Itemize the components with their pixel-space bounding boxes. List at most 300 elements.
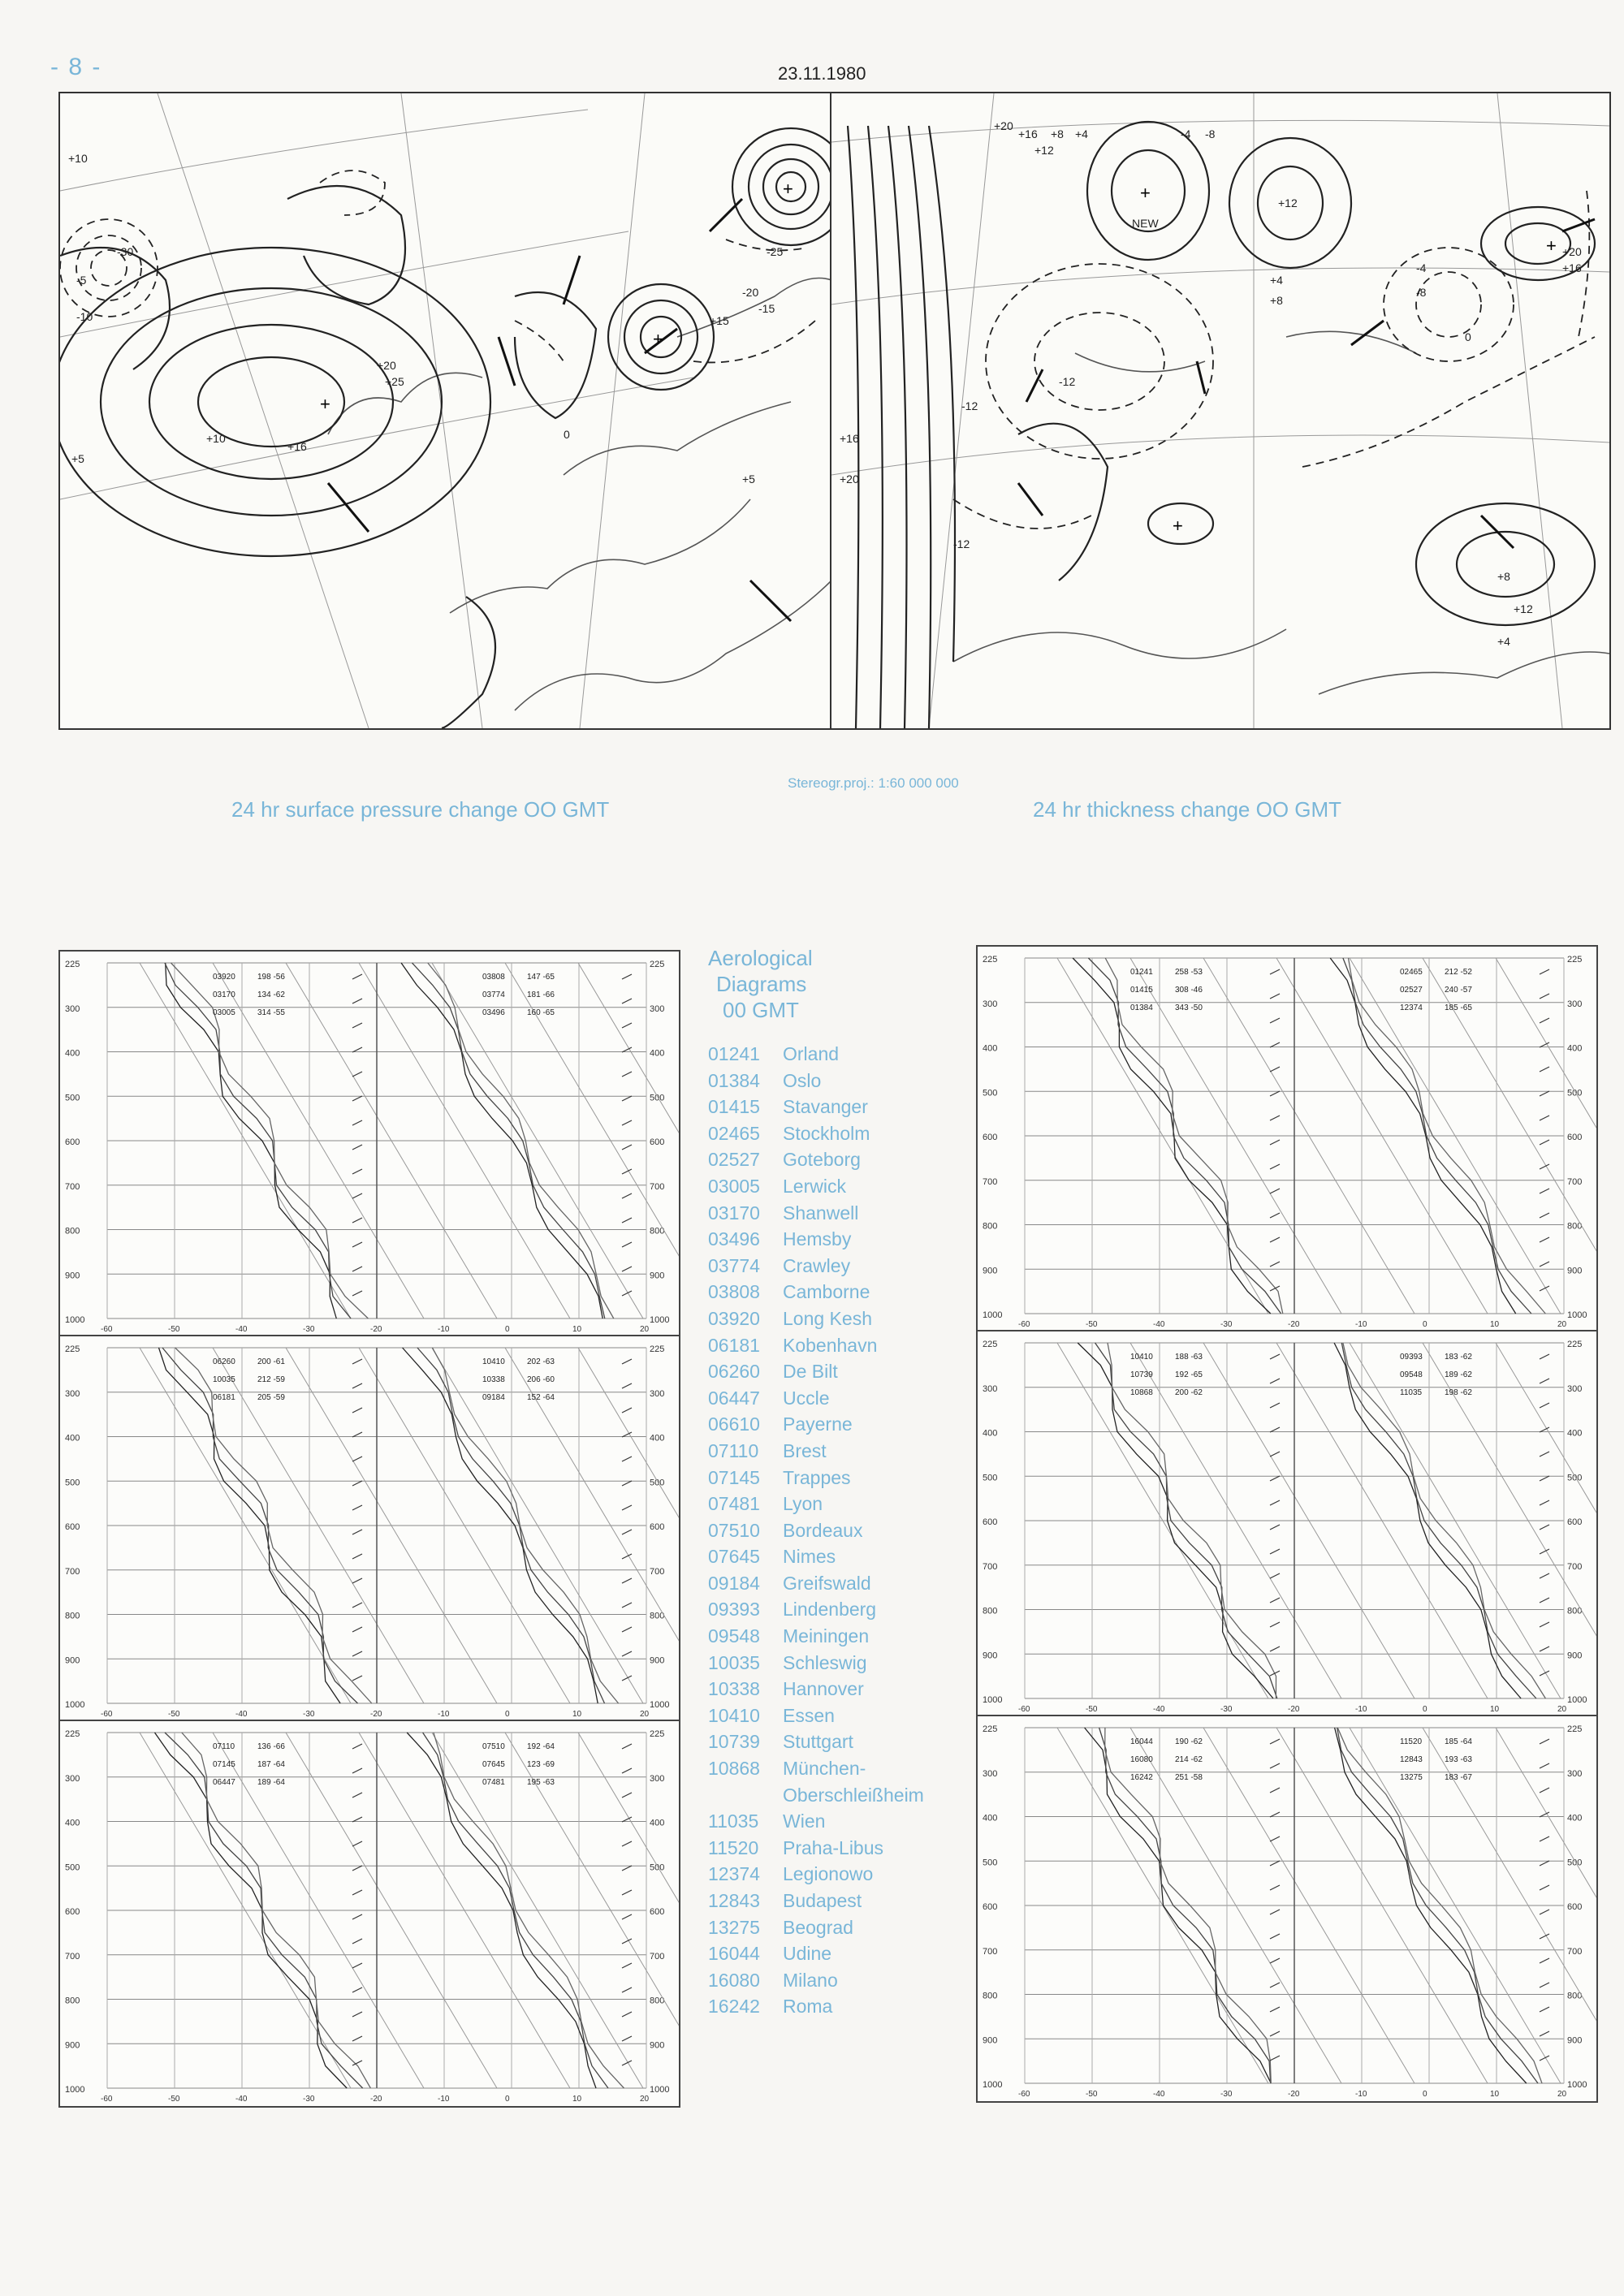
pressure-level-label: 400 [650,1048,665,1059]
svg-text:-4: -4 [1416,261,1427,274]
pressure-level-label: 900 [650,2040,665,2051]
station-code: 07110 [708,1439,759,1461]
temperature-tick-label: 10 [1490,2090,1500,2099]
pressure-level-label: 400 [983,1813,998,1823]
diagram-tropopause-value: 212 -59 [257,1375,285,1384]
svg-text:+8: +8 [1051,127,1064,140]
station-row [708,1120,976,1147]
pressure-level-label: 800 [983,1606,998,1616]
station-row [708,1465,976,1491]
temperature-tick-label: -10 [438,1710,450,1719]
station-row [708,1146,976,1173]
station-name: Oberschleißheim [783,1784,924,1806]
pressure-level-label: 1000 [65,2085,85,2095]
station-row [708,1041,976,1068]
diagram-tropopause-value: 193 -63 [1445,1755,1472,1764]
page-number: - 8 - [50,54,102,80]
diagram-tropopause-value: 198 -56 [257,973,285,982]
station-row [708,1068,976,1094]
diagram-tropopause-value: 152 -64 [527,1393,555,1402]
pressure-level-label: 900 [983,1651,998,1661]
station-row [708,1728,976,1755]
temperature-tick-label: 0 [505,1325,510,1334]
station-code: 01415 [708,1096,760,1118]
station-row [708,1358,976,1385]
svg-text:-8: -8 [1416,286,1427,299]
pressure-level-label: 700 [1567,1561,1583,1572]
pressure-level-label: 500 [1567,1088,1583,1098]
station-name: Brest [783,1439,827,1461]
pressure-level-label: 700 [65,1181,80,1192]
diagram-station-code: 02465 [1400,968,1423,977]
svg-text:+: + [1546,235,1557,256]
diagram-station-code: 10739 [1130,1370,1153,1379]
diagram-svg [60,952,679,1336]
pressure-level-label: 900 [983,1266,998,1276]
diagram-tropopause-value: 214 -62 [1175,1755,1203,1764]
station-row [708,1438,976,1465]
temperature-tick-label: 0 [1423,1705,1427,1714]
diagram-tropopause-value: 212 -52 [1445,968,1472,977]
diagram-tropopause-value: 202 -63 [527,1357,555,1366]
aerological-diagram-5 [976,1330,1598,1718]
temperature-tick-label: -10 [1355,1705,1367,1714]
svg-text:+: + [653,329,663,349]
pressure-level-label: 1000 [983,1310,1003,1320]
pressure-level-label: 600 [65,1522,80,1532]
temperature-tick-label: 0 [505,2095,510,2104]
temperature-tick-label: 10 [572,1325,582,1334]
svg-text:-4: -4 [1181,127,1191,140]
svg-text:+12: +12 [1514,602,1533,615]
station-code: 09184 [708,1572,760,1594]
svg-text:+12: +12 [1278,196,1298,209]
station-name: Budapest [783,1890,862,1911]
pressure-level-label: 600 [983,1902,998,1912]
pressure-level-label: 900 [650,1271,665,1281]
pressure-level-label: 400 [1567,1428,1583,1439]
pressure-level-label: 900 [1567,1266,1583,1276]
heading-line-2: Diagrams [716,972,807,996]
pressure-level-label: 800 [65,1226,80,1236]
station-name: Lindenberg [783,1599,877,1621]
station-code: 02465 [708,1122,760,1144]
station-row [708,1993,976,2020]
diagram-svg [60,1721,679,2106]
station-name: Essen [783,1704,835,1726]
diagram-tropopause-value: 314 -55 [257,1008,285,1017]
pressure-level-label: 800 [1567,1221,1583,1232]
temperature-tick-label: 0 [505,1710,510,1719]
diagram-station-code: 02527 [1400,986,1423,995]
diagram-tropopause-value: 136 -66 [257,1742,285,1751]
station-name: Lyon [783,1493,823,1515]
diagram-station-code: 09393 [1400,1353,1423,1362]
station-name: Camborne [783,1281,870,1303]
station-code: 10035 [708,1651,760,1673]
diagram-station-code: 10338 [482,1375,505,1384]
station-row [708,1914,976,1941]
svg-text:-30: -30 [117,245,134,258]
temperature-tick-label: -20 [1288,1705,1300,1714]
station-name: De Bilt [783,1361,838,1383]
pressure-level-label: 900 [65,1655,80,1666]
station-code: 09548 [708,1625,760,1647]
svg-text:+16: +16 [1562,261,1582,274]
diagram-station-code: 11035 [1400,1388,1423,1397]
pressure-level-label: 600 [65,1137,80,1147]
diagram-tropopause-value: 258 -53 [1175,968,1203,977]
station-row [708,1808,976,1835]
diagram-svg [978,947,1596,1331]
temperature-tick-label: -10 [1355,1320,1367,1329]
temperature-tick-label: 20 [1557,2090,1567,2099]
station-code: 16242 [708,1996,760,2018]
pressure-level-label: 800 [983,1221,998,1232]
diagram-tropopause-value: 147 -65 [527,973,555,982]
pressure-level-label: 500 [983,1088,998,1098]
diagram-tropopause-value: 192 -65 [1175,1370,1203,1379]
station-code: 16080 [708,1969,760,1991]
svg-text:0: 0 [1465,330,1471,343]
station-row [708,1782,976,1809]
temperature-tick-label: -10 [1355,2090,1367,2099]
station-name: Hemsby [783,1228,852,1250]
station-row [708,1279,976,1306]
pressure-level-label: 800 [650,1226,665,1236]
temperature-tick-label: -30 [303,1710,315,1719]
diagram-station-code: 10035 [213,1375,235,1384]
station-list-panel [708,945,976,2020]
station-name: Milano [783,1969,838,1991]
diagram-tropopause-value: 185 -64 [1445,1737,1472,1746]
diagram-tropopause-value: 200 -62 [1175,1388,1203,1397]
diagram-tropopause-value: 189 -64 [257,1778,285,1787]
station-code: 16044 [708,1943,760,1965]
svg-text:+20: +20 [1562,245,1582,258]
pressure-level-label: 600 [1567,1517,1583,1527]
station-name: Schleswig [783,1651,867,1673]
temperature-tick-label: -40 [1153,1705,1165,1714]
station-name: Udine [783,1943,832,1965]
pressure-level-label: 500 [983,1858,998,1868]
station-code: 03005 [708,1175,760,1197]
svg-text:+8: +8 [1497,570,1510,583]
temperature-tick-label: -10 [438,1325,450,1334]
chart-date: 23.11.1980 [778,63,866,84]
diagram-station-code: 10410 [482,1357,505,1366]
svg-text:+5: +5 [71,452,84,465]
pressure-level-label: 300 [983,999,998,1009]
pressure-level-label: 700 [65,1566,80,1577]
diagram-station-code: 16242 [1130,1773,1153,1782]
diagram-station-code: 03005 [213,1008,235,1017]
station-name: Stockholm [783,1122,870,1144]
pressure-level-label: 600 [650,1137,665,1147]
pressure-level-label: 800 [1567,1606,1583,1616]
diagram-tropopause-value: 195 -63 [527,1778,555,1787]
svg-text:-12: -12 [953,537,970,550]
diagram-tropopause-value: 251 -58 [1175,1773,1203,1782]
diagram-station-code: 07481 [482,1778,505,1787]
pressure-level-label: 400 [65,1048,80,1059]
temperature-tick-label: 20 [1557,1320,1567,1329]
station-name: Legionowo [783,1863,874,1885]
temperature-tick-label: -50 [168,1325,180,1334]
svg-text:+12: +12 [1034,144,1054,157]
temperature-tick-label: -20 [1288,2090,1300,2099]
pressure-level-label: 1000 [983,1695,1003,1705]
diagram-station-code: 11520 [1400,1737,1423,1746]
pressure-level-label: 400 [983,1043,998,1054]
station-code: 10739 [708,1731,760,1753]
diagram-tropopause-value: 200 -61 [257,1357,285,1366]
svg-text:+10: +10 [68,152,88,165]
temperature-tick-label: -20 [370,1710,382,1719]
temperature-tick-label: 20 [1557,1705,1567,1714]
thickness-map-drawing [831,93,1609,728]
pressure-level-label: 700 [650,1951,665,1962]
svg-text:+5: +5 [742,473,755,486]
station-code: 12843 [708,1890,760,1911]
station-code: 11520 [708,1836,759,1858]
temperature-tick-label: 0 [1423,2090,1427,2099]
station-row [708,1703,976,1729]
station-row [708,1491,976,1517]
station-name: Long Kesh [783,1307,872,1329]
svg-text:-12: -12 [1059,375,1076,388]
svg-text:-15: -15 [758,302,775,315]
pressure-level-label: 300 [65,1773,80,1784]
svg-text:+4: +4 [1497,635,1510,648]
temperature-tick-label: -60 [1018,1705,1030,1714]
aerological-diagram-4 [976,945,1598,1333]
station-code: 06260 [708,1361,760,1383]
diagram-station-code: 10410 [1130,1353,1153,1362]
pressure-level-label: 300 [983,1768,998,1779]
svg-text:+10: +10 [206,432,226,445]
station-row [708,1253,976,1280]
station-name: Kobenhavn [783,1334,878,1356]
station-code: 03170 [708,1202,760,1224]
pressure-level-label: 400 [65,1433,80,1444]
pressure-level-label: 225 [1567,1724,1583,1734]
station-code: 09393 [708,1599,760,1621]
pressure-level-label: 500 [1567,1473,1583,1483]
station-row [708,1596,976,1623]
diagram-station-code: 03808 [482,973,505,982]
pressure-level-label: 600 [1567,1133,1583,1142]
diagram-station-code: 07145 [213,1760,235,1769]
diagram-station-code: 10868 [1130,1388,1153,1397]
temperature-tick-label: 10 [1490,1320,1500,1329]
station-row [708,1888,976,1914]
pressure-level-label: 600 [650,1907,665,1917]
station-name: Roma [783,1996,833,2018]
pressure-level-label: 400 [65,1818,80,1828]
temperature-tick-label: -40 [1153,1320,1165,1329]
pressure-level-label: 225 [983,955,998,965]
diagram-station-code: 16044 [1130,1737,1153,1746]
diagram-station-code: 06447 [213,1778,235,1787]
station-code: 06181 [708,1334,760,1356]
station-code: 10338 [708,1678,760,1700]
diagram-tropopause-value: 192 -64 [527,1742,555,1751]
pressure-level-label: 900 [1567,1651,1583,1661]
station-name: Trappes [783,1466,851,1488]
diagram-tropopause-value: 190 -62 [1175,1737,1203,1746]
station-row [708,1835,976,1862]
diagram-station-code: 06260 [213,1357,235,1366]
svg-text:+: + [1140,183,1151,203]
temperature-tick-label: -30 [1220,1320,1233,1329]
station-code: 07645 [708,1546,760,1568]
station-code: 02527 [708,1149,760,1171]
pressure-level-label: 800 [983,1991,998,2001]
svg-text:+4: +4 [1270,274,1283,287]
station-code: 07145 [708,1466,760,1488]
diagram-tropopause-value: 206 -60 [527,1375,555,1384]
pressure-level-label: 300 [650,1003,665,1014]
diagram-station-code: 03170 [213,990,235,999]
temperature-tick-label: -30 [303,1325,315,1334]
pressure-level-label: 600 [650,1522,665,1532]
pressure-level-label: 700 [983,1176,998,1187]
diagram-svg [978,1716,1596,2101]
pressure-level-label: 400 [983,1428,998,1439]
pressure-level-label: 300 [983,1383,998,1394]
svg-text:+25: +25 [385,375,404,388]
diagram-station-code: 01241 [1130,968,1153,977]
temperature-tick-label: -50 [1086,2090,1098,2099]
svg-text:+16: +16 [287,440,307,453]
pressure-level-label: 1000 [65,1315,85,1325]
pressure-level-label: 700 [983,1946,998,1957]
station-name: Goteborg [783,1149,861,1171]
station-code: 06447 [708,1387,760,1409]
station-name: Uccle [783,1387,830,1409]
diagram-station-code: 09184 [482,1393,505,1402]
surface-pressure-caption: 24 hr surface pressure change OO GMT [231,797,610,822]
temperature-tick-label: -50 [1086,1705,1098,1714]
station-row [708,1940,976,1967]
temperature-tick-label: -60 [101,2095,113,2104]
station-name: Beograd [783,1916,853,1938]
station-code: 03496 [708,1228,760,1250]
temperature-tick-label: -60 [101,1325,113,1334]
station-row [708,1570,976,1597]
svg-text:-12: -12 [961,399,978,412]
pressure-level-label: 225 [650,1729,665,1739]
station-code: 06610 [708,1413,760,1435]
pressure-level-label: 400 [650,1433,665,1444]
svg-text:-20: -20 [742,286,759,299]
temperature-tick-label: -20 [370,1325,382,1334]
pressure-level-label: 800 [650,1996,665,2006]
svg-text:NEW: NEW [1132,217,1159,230]
diagram-tropopause-value: 189 -62 [1445,1370,1472,1379]
station-row [708,1676,976,1703]
pressure-level-label: 225 [65,960,80,969]
station-name: Crawley [783,1254,851,1276]
svg-text:-10: -10 [76,310,93,323]
diagram-tropopause-value: 181 -66 [527,990,555,999]
diagram-station-code: 06181 [213,1393,235,1402]
pressure-level-label: 500 [65,1478,80,1488]
diagram-station-code: 03920 [213,973,235,982]
station-code: 03774 [708,1254,760,1276]
temperature-tick-label: 10 [572,1710,582,1719]
svg-text:+20: +20 [377,359,396,372]
station-name: Greifswald [783,1572,871,1594]
station-row [708,1967,976,1994]
temperature-tick-label: -50 [168,1710,180,1719]
diagram-station-code: 09548 [1400,1370,1423,1379]
temperature-tick-label: -40 [1153,2090,1165,2099]
pressure-level-label: 1000 [650,2085,670,2095]
station-code: 10410 [708,1704,760,1726]
temperature-tick-label: -60 [101,1710,113,1719]
station-code: 11035 [708,1810,759,1832]
temperature-tick-label: -40 [235,1710,248,1719]
diagram-tropopause-value: 123 -69 [527,1760,555,1769]
temperature-tick-label: -40 [235,2095,248,2104]
pressure-level-label: 600 [983,1517,998,1527]
svg-text:-8: -8 [1205,127,1216,140]
pressure-level-label: 225 [650,1344,665,1354]
pressure-level-label: 500 [983,1473,998,1483]
temperature-tick-label: 0 [1423,1320,1427,1329]
temperature-tick-label: -50 [168,2095,180,2104]
pressure-level-label: 1000 [65,1700,85,1710]
surface-pressure-map-drawing [60,93,831,728]
pressure-level-label: 300 [1567,999,1583,1009]
pressure-level-label: 900 [65,2040,80,2051]
station-code [708,1782,783,1809]
diagram-station-code: 03774 [482,990,505,999]
diagram-station-code: 01384 [1130,1003,1153,1012]
station-row [708,1226,976,1253]
temperature-tick-label: -20 [1288,1320,1300,1329]
pressure-level-label: 225 [65,1344,80,1354]
diagram-tropopause-value: 343 -50 [1175,1003,1203,1012]
diagram-station-code: 12374 [1400,1003,1423,1012]
svg-text:+4: +4 [1075,127,1088,140]
station-code: 13275 [708,1916,760,1938]
station-code: 01241 [708,1043,760,1064]
svg-text:+16: +16 [1018,127,1038,140]
thickness-caption: 24 hr thickness change OO GMT [1033,797,1342,822]
pressure-level-label: 800 [65,1611,80,1621]
pressure-level-label: 800 [650,1611,665,1621]
diagram-svg [60,1336,679,1721]
station-list [708,1041,976,2020]
station-code: 03920 [708,1307,760,1329]
diagram-tropopause-value: 187 -64 [257,1760,285,1769]
svg-text:+: + [1173,516,1183,536]
diagram-tropopause-value: 308 -46 [1175,986,1203,995]
diagram-tropopause-value: 185 -65 [1445,1003,1472,1012]
station-name: Bordeaux [783,1519,863,1541]
svg-text:+: + [320,394,330,414]
heading-line-3: 00 GMT [723,998,799,1022]
station-code: 07481 [708,1493,760,1515]
station-name: München- [783,1758,866,1780]
station-name: Shanwell [783,1202,859,1224]
pressure-level-label: 900 [65,1271,80,1281]
pressure-level-label: 225 [650,960,665,969]
temperature-tick-label: -30 [303,2095,315,2104]
